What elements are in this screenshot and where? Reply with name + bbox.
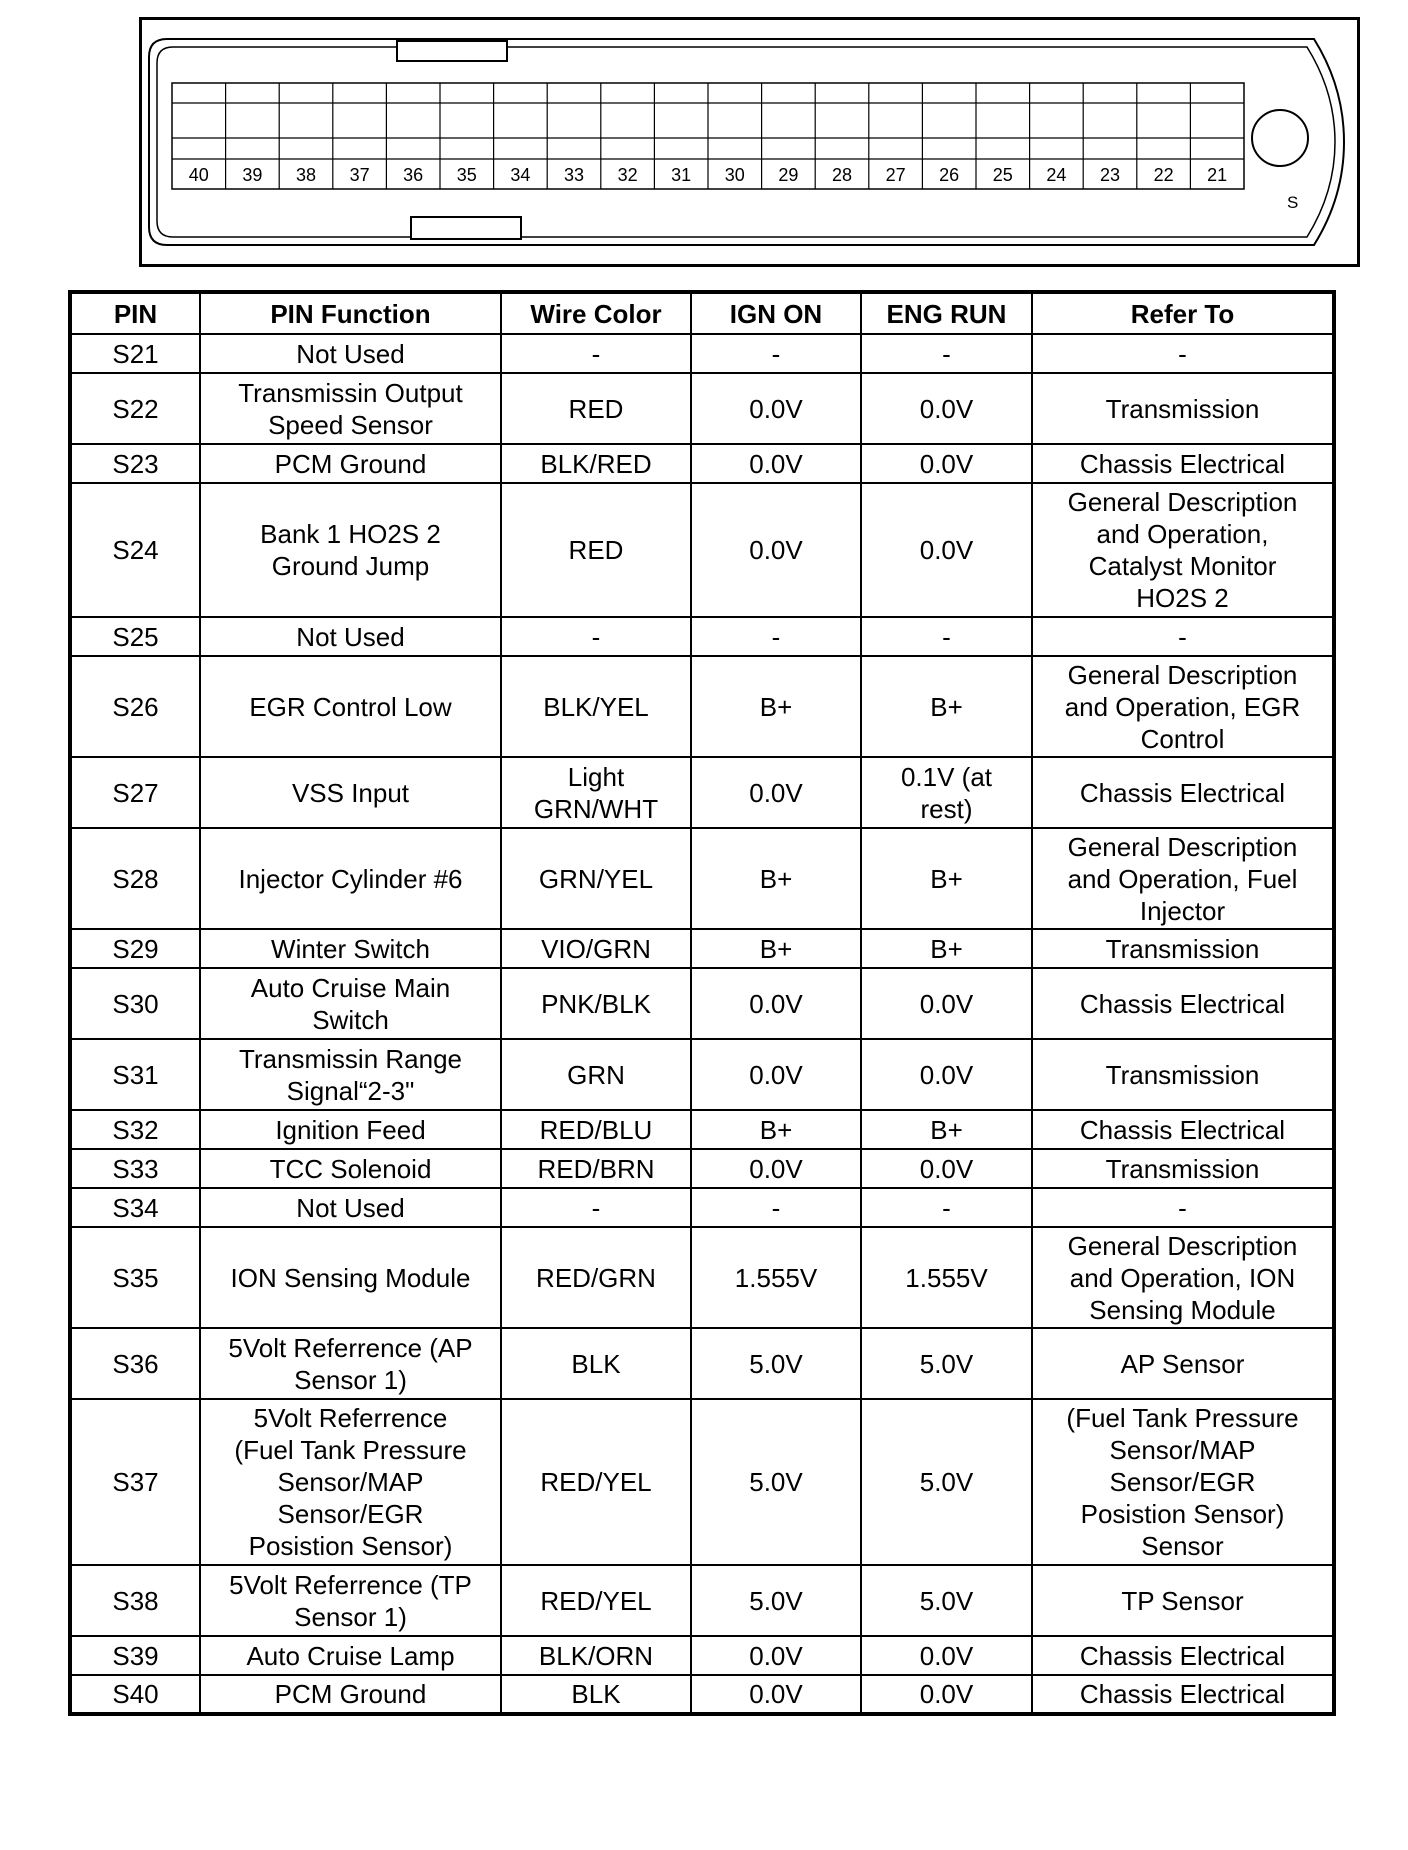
ign-on-cell: - [691,334,861,373]
pin-number-label: 29 [778,165,799,185]
pin-number-label: 23 [1099,165,1121,185]
pin-number-label: 22 [1153,165,1174,185]
ign-on-cell: 1.555V [691,1227,861,1328]
pin-cell: S37 [70,1399,200,1565]
table-header-row [70,292,1334,334]
pin-number-label: 36 [403,165,424,185]
pin-cell: S28 [70,828,200,929]
table-row [70,1039,1334,1110]
refer-to-cell: Chassis Electrical [1032,968,1334,1039]
wire-color-cell: RED [501,373,691,444]
function-cell: EGR Control Low [200,656,501,757]
function-cell: 5Volt Referrence (Fuel Tank Pressure Sensor/MAP Sensor/EGR Posistion Sensor) [200,1399,501,1565]
pin-cell: S39 [70,1636,200,1675]
table-row [70,1110,1334,1149]
table-row [70,1636,1334,1675]
function-cell: TCC Solenoid [200,1149,501,1188]
table-row [70,444,1334,483]
pin-number-label: 30 [724,165,745,185]
pin-number-label: 28 [831,165,853,185]
pin-cell: S40 [70,1675,200,1714]
table-row [70,1188,1334,1227]
table-row [70,334,1334,373]
eng-run-cell: 0.0V [861,968,1032,1039]
refer-to-cell: General Description and Operation, Fuel Injector [1032,828,1334,929]
refer-to-cell: Chassis Electrical [1032,1675,1334,1714]
function-cell: Transmissin Output Speed Sensor [200,373,501,444]
connector-outline [139,17,1360,267]
function-cell: ION Sensing Module [200,1227,501,1328]
pin-number-label: 26 [939,165,960,185]
refer-to-cell: - [1032,334,1334,373]
function-cell: Winter Switch [200,929,501,968]
refer-to-cell: Transmission [1032,1039,1334,1110]
function-cell: Injector Cylinder #6 [200,828,501,929]
pin-cell: S32 [70,1110,200,1149]
connector-label: S [1287,193,1299,212]
table-row [70,1149,1334,1188]
table-row [70,373,1334,444]
table-row [70,1565,1334,1636]
table-row [70,656,1334,757]
refer-to-cell: Chassis Electrical [1032,1636,1334,1675]
pin-number-label: 35 [456,165,477,185]
pin-cell: S29 [70,929,200,968]
ign-on-cell: - [691,1188,861,1227]
eng-run-cell: - [861,1188,1032,1227]
table-row [70,483,1334,617]
ign-on-cell: 5.0V [691,1328,861,1399]
pin-number-label: 32 [617,165,638,185]
function-cell: VSS Input [200,757,501,828]
function-cell: Ignition Feed [200,1110,501,1149]
pin-cell: S38 [70,1565,200,1636]
ign-on-cell: B+ [691,1110,861,1149]
eng-run-cell: 5.0V [861,1399,1032,1565]
pin-number-label: 34 [510,165,531,185]
eng-run-cell: B+ [861,1110,1032,1149]
ign-on-cell: 0.0V [691,968,861,1039]
refer-to-cell: AP Sensor [1032,1328,1334,1399]
table-row [70,828,1334,929]
function-cell: PCM Ground [200,1675,501,1714]
pin-cell: S21 [70,334,200,373]
eng-run-cell: 0.0V [861,1675,1032,1714]
refer-to-cell: - [1032,1188,1334,1227]
pin-number-label: 27 [885,165,906,185]
eng-run-cell: 5.0V [861,1328,1032,1399]
wire-color-cell: VIO/GRN [501,929,691,968]
ign-on-cell: B+ [691,828,861,929]
eng-run-cell: 0.0V [861,373,1032,444]
wire-color-cell: BLK/RED [501,444,691,483]
pin-cell: S24 [70,483,200,617]
wire-color-cell: - [501,617,691,656]
function-cell: Transmissin Range Signal“2-3" [200,1039,501,1110]
pin-table [68,290,1336,1716]
function-cell: Auto Cruise Main Switch [200,968,501,1039]
pin-cell: S26 [70,656,200,757]
pin-number-label: 25 [992,165,1013,185]
wire-color-cell: BLK [501,1675,691,1714]
function-cell: Not Used [200,1188,501,1227]
wire-color-cell: Light GRN/WHT [501,757,691,828]
wire-color-cell: RED [501,483,691,617]
wire-color-cell: RED/YEL [501,1565,691,1636]
eng-run-cell: 1.555V [861,1227,1032,1328]
refer-to-cell: Transmission [1032,373,1334,444]
ign-on-cell: 0.0V [691,483,861,617]
wire-color-cell: - [501,334,691,373]
pin-cell: S23 [70,444,200,483]
ign-on-cell: - [691,617,861,656]
table-row [70,757,1334,828]
pin-cell: S27 [70,757,200,828]
pin-number-label: 38 [295,165,317,185]
pin-number-label: 40 [188,165,209,185]
refer-to-cell: Transmission [1032,1149,1334,1188]
eng-run-cell: 0.0V [861,1636,1032,1675]
refer-to-cell: (Fuel Tank Pressure Sensor/MAP Sensor/EGR Posistion Sensor) Sensor [1032,1399,1334,1565]
connector-diagram [139,17,1360,267]
refer-to-cell: Chassis Electrical [1032,1110,1334,1149]
header-pin-function: PIN Function [200,292,501,334]
refer-to-cell: Chassis Electrical [1032,757,1334,828]
pin-cell: S36 [70,1328,200,1399]
table-row [70,1675,1334,1714]
header-eng-run: ENG RUN [861,292,1032,334]
pin-cell: S33 [70,1149,200,1188]
wire-color-cell: RED/YEL [501,1399,691,1565]
eng-run-cell: 0.1V (at rest) [861,757,1032,828]
header-pin: PIN [70,292,200,334]
wire-color-cell: GRN [501,1039,691,1110]
eng-run-cell: 5.0V [861,1565,1032,1636]
eng-run-cell: 0.0V [861,483,1032,617]
table-row [70,1399,1334,1565]
pin-number-label: 33 [563,165,585,185]
function-cell: Not Used [200,334,501,373]
pin-cell: S22 [70,373,200,444]
refer-to-cell: - [1032,617,1334,656]
header-refer-to: Refer To [1032,292,1334,334]
ign-on-cell: 0.0V [691,1149,861,1188]
pin-cell: S30 [70,968,200,1039]
refer-to-cell: General Description and Operation, Catalyst Monitor HO2S 2 [1032,483,1334,617]
header-wire-color: Wire Color [501,292,691,334]
ign-on-cell: 0.0V [691,1039,861,1110]
eng-run-cell: - [861,617,1032,656]
eng-run-cell: B+ [861,656,1032,757]
header-ign-on: IGN ON [691,292,861,334]
refer-to-cell: Chassis Electrical [1032,444,1334,483]
refer-to-cell: General Description and Operation, EGR Control [1032,656,1334,757]
wire-color-cell: GRN/YEL [501,828,691,929]
ign-on-cell: 0.0V [691,1675,861,1714]
pin-grid [172,83,1244,189]
pin-cell: S31 [70,1039,200,1110]
function-cell: 5Volt Referrence (TP Sensor 1) [200,1565,501,1636]
table-row [70,1227,1334,1328]
eng-run-cell: B+ [861,929,1032,968]
wire-color-cell: - [501,1188,691,1227]
wire-color-cell: RED/GRN [501,1227,691,1328]
function-cell: Auto Cruise Lamp [200,1636,501,1675]
eng-run-cell: 0.0V [861,1039,1032,1110]
wire-color-cell: PNK/BLK [501,968,691,1039]
refer-to-cell: General Description and Operation, ION Sensing Module [1032,1227,1334,1328]
table-row [70,968,1334,1039]
pin-cell: S34 [70,1188,200,1227]
wire-color-cell: BLK/ORN [501,1636,691,1675]
table-row [70,929,1334,968]
eng-run-cell: 0.0V [861,444,1032,483]
eng-run-cell: B+ [861,828,1032,929]
eng-run-cell: 0.0V [861,1149,1032,1188]
ign-on-cell: 0.0V [691,373,861,444]
table-row [70,617,1334,656]
eng-run-cell: - [861,334,1032,373]
pin-number-label: 37 [349,165,370,185]
ign-on-cell: 5.0V [691,1565,861,1636]
refer-to-cell: Transmission [1032,929,1334,968]
wire-color-cell: BLK [501,1328,691,1399]
pin-cell: S25 [70,617,200,656]
function-cell: PCM Ground [200,444,501,483]
pin-cell: S35 [70,1227,200,1328]
ign-on-cell: 0.0V [691,1636,861,1675]
wire-color-cell: BLK/YEL [501,656,691,757]
refer-to-cell: TP Sensor [1032,1565,1334,1636]
wire-color-cell: RED/BRN [501,1149,691,1188]
ign-on-cell: 0.0V [691,757,861,828]
wire-color-cell: RED/BLU [501,1110,691,1149]
function-cell: Not Used [200,617,501,656]
function-cell: Bank 1 HO2S 2 Ground Jump [200,483,501,617]
ign-on-cell: B+ [691,929,861,968]
ign-on-cell: 0.0V [691,444,861,483]
table-row [70,1328,1334,1399]
ign-on-cell: B+ [691,656,861,757]
pin-number-label: 21 [1207,165,1228,185]
pin-number-label: 31 [671,165,692,185]
function-cell: 5Volt Referrence (AP Sensor 1) [200,1328,501,1399]
pin-number-label: 24 [1046,165,1067,185]
ign-on-cell: 5.0V [691,1399,861,1565]
pin-number-label: 39 [242,165,263,185]
